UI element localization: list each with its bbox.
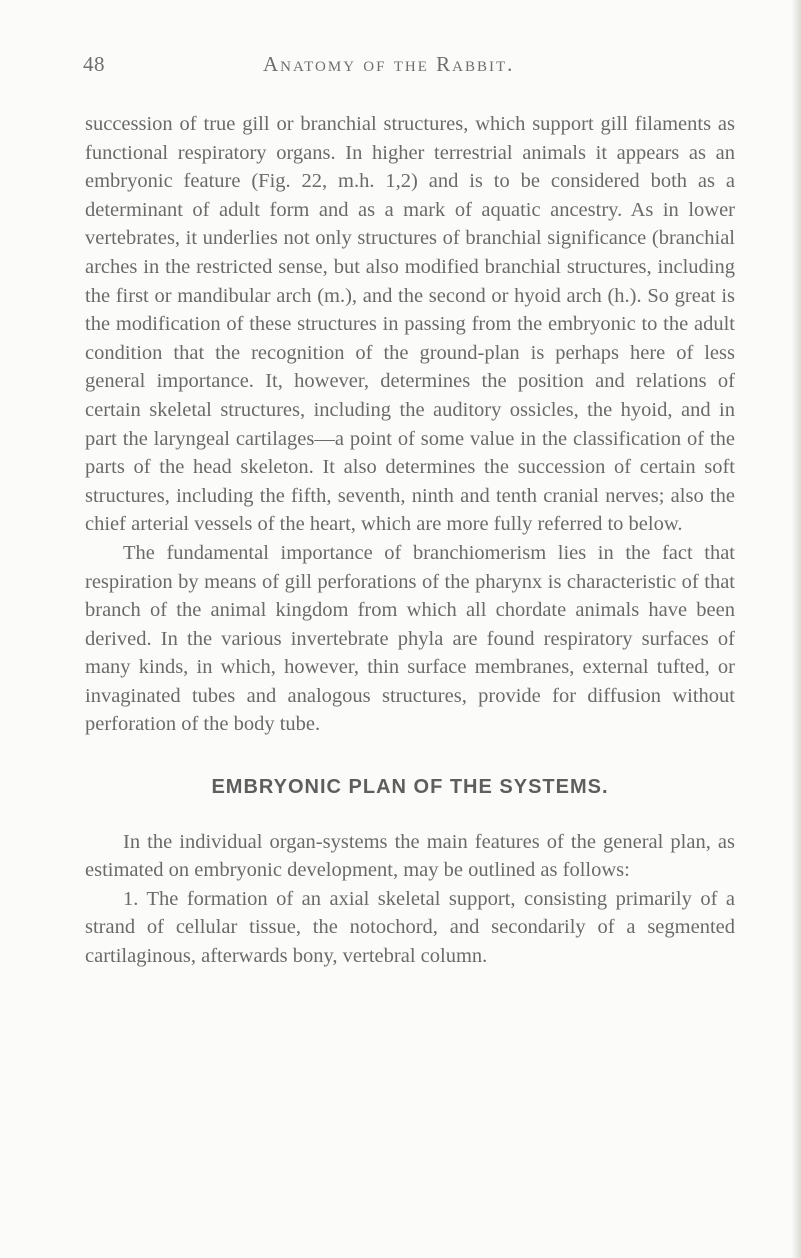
page-number: 48 bbox=[83, 52, 105, 76]
section-heading: EMBRYONIC PLAN OF THE SYSTEMS. bbox=[211, 776, 609, 799]
paragraph-continuation: succession of true gill or branchial structures, which support gill filaments as functional respiratory organs. In higher terrestrial animals it appears as an embryonic feature (Fig. 22, m.h. 1,2) and is to be considered both as a determinant of adult form and as a mark of aquatic ancestry. As in lower vertebrates, it underlies not only structures of branchial significance (branchial arches in the restricted sense, but also modified branchial structures, including the first or mandibular arch (m.), and the second or hyoid arch (h.). So great is the modification of these structures in passing from the embryonic to the adult condition that the recognition of the ground-plan is perhaps here of less general importance. It, however, determines the position and relations of certain skeletal structures, including the auditory ossicles, the hyoid, and in part the laryngeal cartilages—a point of some value in the classification of the parts of the head skeleton. It also determines the succession of certain soft structures, including the fifth, seventh, ninth and tenth cranial nerves; also the chief arterial vessels of the heart, which are more fully referred to below. bbox=[85, 113, 735, 536]
paragraph-branchiomerism: The fundamental importance of branchiomerism lies in the fact that respiration by means of gill perforations of the pharynx is characteristic of that branch of the animal kingdom from which all chordate animals have been derived. In the various invertebrate phyla are found respiratory surfaces of many kinds, in which, however, thin surface membranes, external tufted, or invaginated tubes and analogous structures, provide for diffusion without perforation of the body tube. bbox=[85, 541, 735, 736]
page-edge-shadow bbox=[791, 0, 801, 1258]
list-item: 1. The formation of an axial skeletal support, consisting primarily of a strand of cellular tissue, the notochord, and secondarily of a segmented cartilaginous, afterwards bony, vertebral column. bbox=[85, 887, 735, 968]
running-title: Anatomy of the Rabbit. bbox=[263, 52, 515, 76]
section-intro-paragraph: In the individual organ-systems the main features of the general plan, as estimated on embryonic development, may be outlined as follows: bbox=[85, 830, 735, 882]
body-text bbox=[85, 110, 735, 971]
running-head bbox=[83, 52, 723, 82]
